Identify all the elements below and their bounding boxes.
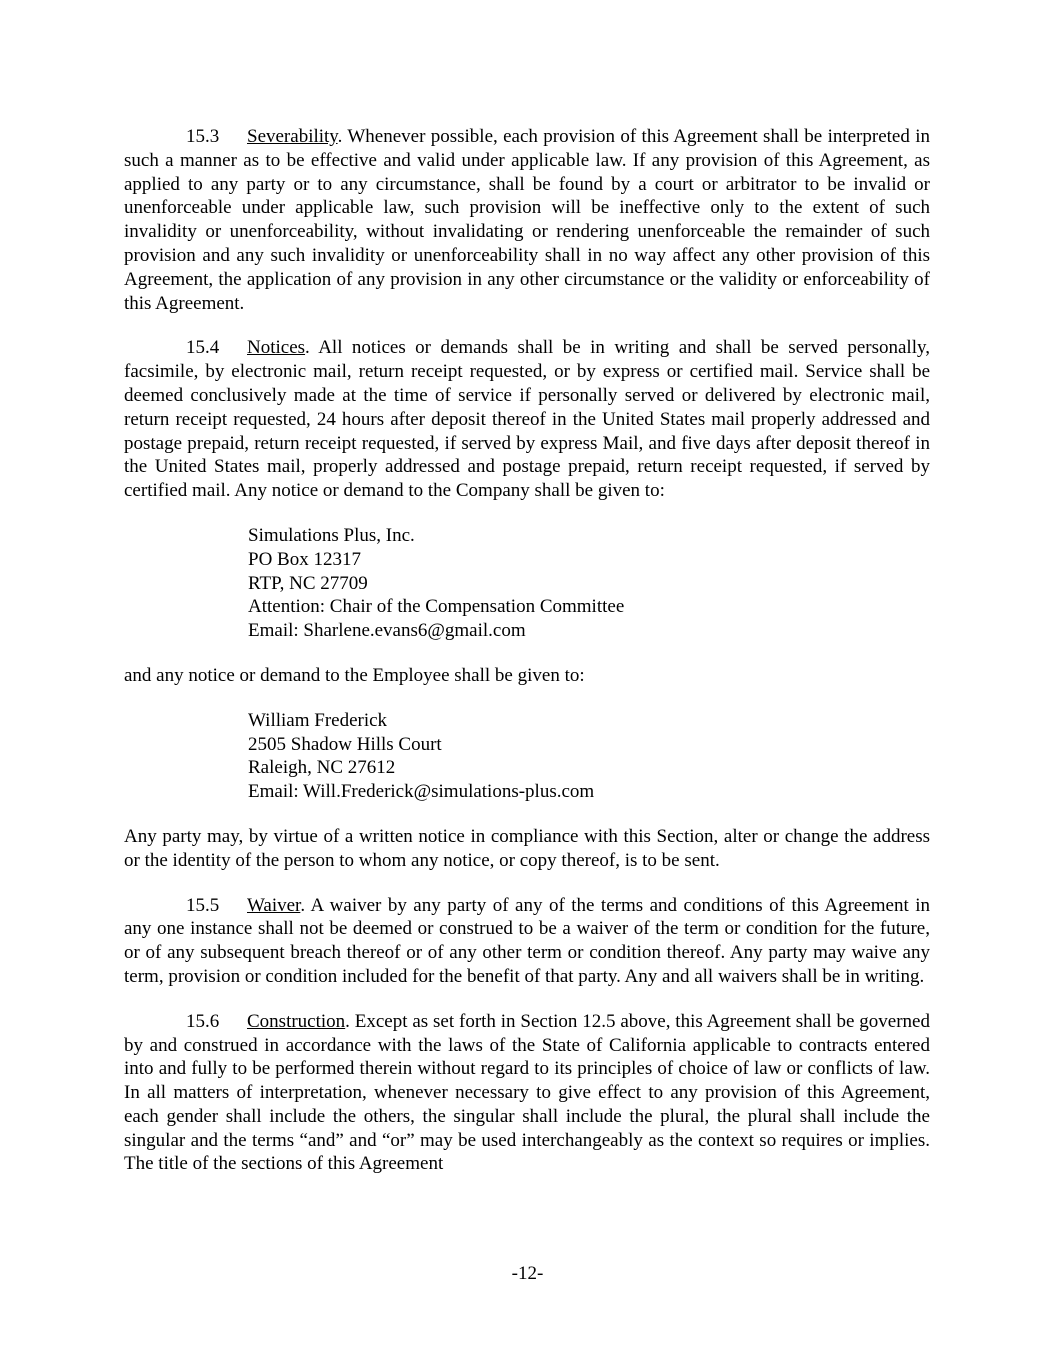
address-line: Attention: Chair of the Compensation Committee (248, 596, 625, 618)
address-line: Raleigh, NC 27612 (248, 757, 396, 779)
address-line: William Frederick (248, 709, 388, 731)
section-title: Notices (247, 337, 306, 359)
section-title: Waiver (247, 894, 301, 916)
section-15-4 (124, 336, 930, 503)
address-line: Email: Will.Frederick@simulations-plus.com (248, 781, 595, 803)
employee-address-block (124, 709, 930, 804)
page-content (124, 125, 930, 1176)
section-15-3 (124, 125, 930, 315)
change-notice-paragraph: Any party may, by virtue of a written notice in compliance with this Section, alter or change the address or the identity of the person to whom any notice, or copy thereof, is to be sent. (124, 825, 930, 871)
section-number: 15.5 (186, 894, 220, 916)
section-text: . A waiver by any party of any of the terms and conditions of this Agreement in any one instance shall not be deemed or construed to be a waiver of the term or condition for the future, or of any subsequent breach thereof or of any other term or condition thereof. Any party may waive any term, provision or condition included for the benefit of that party. Any and all waivers shall be in writing. (124, 894, 930, 987)
section-15-6 (124, 1010, 930, 1177)
section-text: . Except as set forth in Section 12.5 above, this Agreement shall be governed by and construed in accordance with the laws of the State of California applicable to contracts entered into and fully to be performed therein without regard to its principles of choice of law or conflicts of law. In all matters of interpretation, whenever necessary to give effect to any provision of this Agreement, each gender shall include the others, the singular shall include the plural, the plural shall include the singular and the terms “and” and “or” may be used interchangeably as the context so requires or implies. The title of the sections of this Agreement (124, 1010, 930, 1175)
page-number: -12- (511, 1263, 544, 1284)
section-number: 15.3 (186, 126, 220, 147)
address-line: Simulations Plus, Inc. (248, 524, 415, 546)
company-address-block (124, 524, 930, 643)
section-text: . Whenever possible, each provision of this Agreement shall be interpreted in such a manner as to be effective and valid under applicable law. If any provision of this Agreement, as applied to any party or to any circumstance, shall be found by a court or arbitrator to be invalid or unenforceable under applicable law, such provision will be ineffective only to the extent of such invalidity or unenforceability, without invalidating or rendering unenforceable the remainder of such provision and any such invalidity or unenforceability shall in no way affect any other provision of this Agreement, the application of any provision in any other circumstance or the validity or enforceability of this Agreement. (124, 126, 930, 314)
address-line: PO Box 12317 (248, 548, 361, 570)
section-text: . All notices or demands shall be in writing and shall be served personally, facsimile, by electronic mail, return receipt requested, or by express or certified mail. Service shall be deemed conclusively made at the time of service if personally served or delivered by electronic mail, return receipt requested, 24 hours after deposit thereof in the United States mail properly addressed and postage prepaid, return receipt requested, if served by express Mail, and five days after deposit thereof in the United States mail, properly addressed and postage prepaid, return receipt requested, if served by certified mail. Any notice or demand to the Company shall be given to: (124, 337, 930, 502)
employee-intro: and any notice or demand to the Employee shall be given to: (124, 664, 585, 686)
section-number: 15.6 (186, 1010, 220, 1032)
address-line: Email: Sharlene.evans6@gmail.com (248, 620, 526, 642)
section-15-5 (124, 894, 930, 989)
address-line: RTP, NC 27709 (248, 572, 368, 594)
address-line: 2505 Shadow Hills Court (248, 733, 442, 755)
section-title: Construction (247, 1010, 346, 1032)
section-number: 15.4 (186, 337, 220, 359)
section-title: Severability (247, 126, 338, 147)
